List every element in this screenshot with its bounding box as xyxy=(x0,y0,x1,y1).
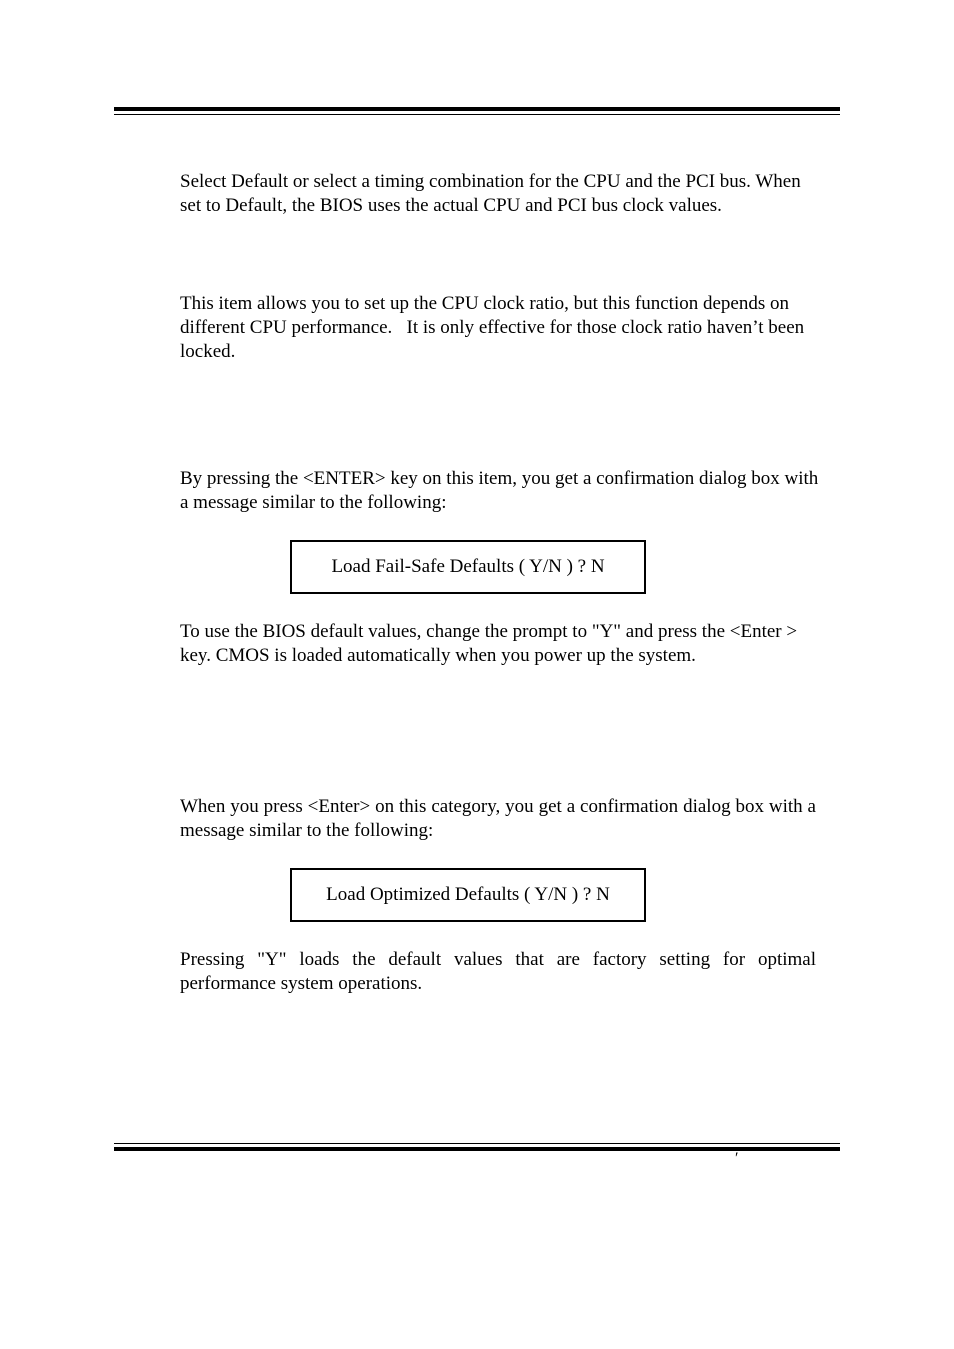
optimized-explanation: Pressing "Y" loads the default values that are factory setting for optimal performance system operations. xyxy=(180,949,816,995)
footer-rule-thin xyxy=(114,1143,840,1144)
optimized-intro-text: When you press <Enter> on this category, you get a confirmation dialog box with a message similar to the following: xyxy=(180,796,816,842)
header-rule-thin xyxy=(114,114,840,115)
footer-mark: ′ xyxy=(734,1150,738,1167)
optimized-dialog-message: Load Optimized Defaults ( Y/N ) ? N xyxy=(326,884,610,905)
fail-safe-intro-text: By pressing the <ENTER> key on this item, you get a confirmation dialog box with a message similar to the following: xyxy=(180,468,819,514)
cpu-pci-timing-description: Select Default or select a timing combination for the CPU and the PCI bus. When set to Default, the BIOS uses the actual CPU and PCI bus clock values. xyxy=(180,171,801,217)
optimized-confirm-dialog xyxy=(290,868,646,922)
fail-safe-dialog-message: Load Fail-Safe Defaults ( Y/N ) ? N xyxy=(331,556,605,577)
footer-rule-thick xyxy=(114,1147,840,1151)
fail-safe-explanation: To use the BIOS default values, change the prompt to "Y" and press the <Enter > key. CMOS is loaded automatically when you power up the system. xyxy=(180,621,798,667)
fail-safe-confirm-dialog xyxy=(290,540,646,594)
header-rule-thick xyxy=(114,107,840,111)
cpu-clock-ratio-description: This item allows you to set up the CPU clock ratio, but this function depends on different CPU performance. It is only effective for those clock ratio haven’t been locked. xyxy=(180,293,805,363)
